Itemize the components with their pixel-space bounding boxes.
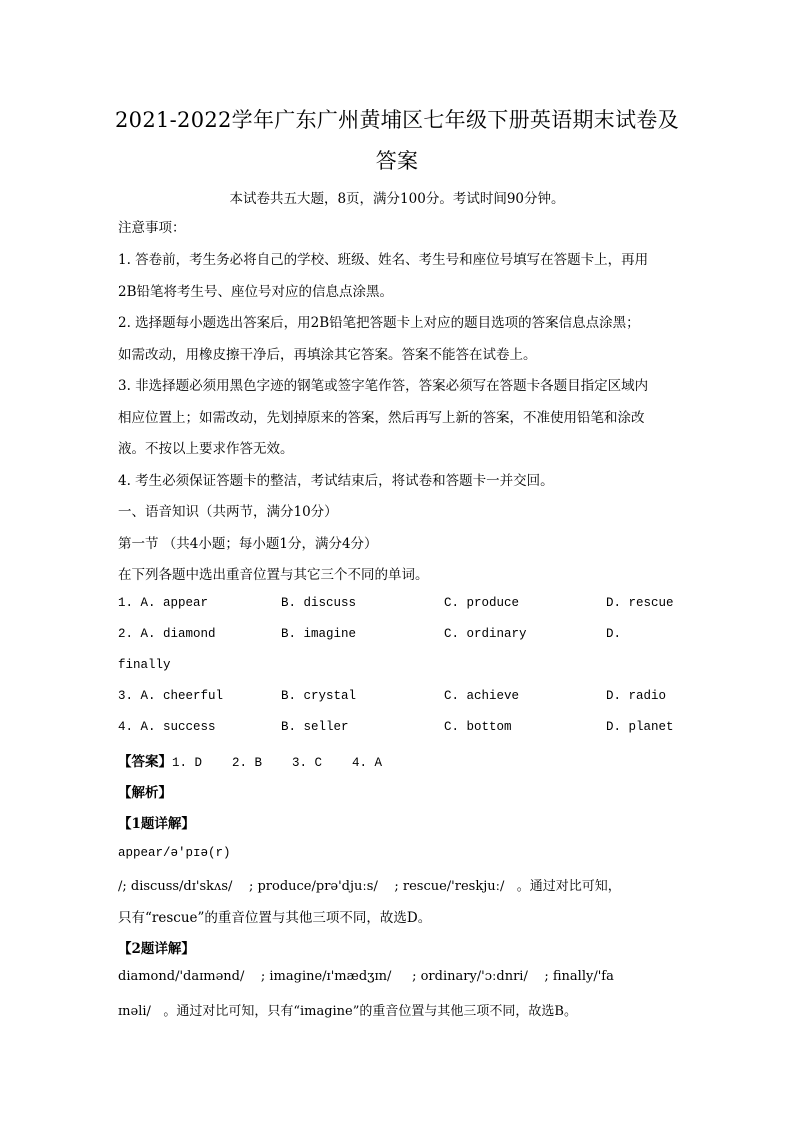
notice-item: 4. 考生必须保证答题卡的整洁，考试结束后，将试卷和答题卡一并交回。 — [118, 473, 554, 489]
notice-item: 1. 答卷前，考生务必将自己的学校、班级、姓名、考生号和座位号填写在答题卡上，再用 — [118, 252, 649, 268]
q2-detail-label: 【2题详解】 — [118, 941, 195, 957]
notice-item: 2. 选择题每小题选出答案后，用2B铅笔把答题卡上对应的题目选项的答案信息点涂黑； — [118, 315, 640, 331]
notice-item: 相应位置上；如需改动，先划掉原来的答案，然后再写上新的答案，不准使用铅笔和涂改 — [118, 410, 645, 426]
notice-item: 液。不按以上要求作答无效。 — [118, 441, 294, 457]
option-a: 2. A. diamond — [118, 627, 216, 641]
option-d: D. — [606, 627, 622, 641]
option-b: B. imagine — [281, 627, 357, 641]
document-subtitle: 本试卷共五大题，8页，满分100分。考试时间90分钟。 — [229, 191, 565, 207]
analysis-label: 【解析】 — [118, 785, 172, 801]
option-a: 3. A. cheerful — [118, 689, 224, 703]
instruction: 在下列各题中选出重音位置与其它三个不同的单词。 — [118, 567, 429, 583]
q1-detail-line: 只有“rescue”的重音位置与其他三项不同，故选D。 — [118, 910, 432, 926]
notice-item: 2B铅笔将考生号、座位号对应的信息点涂黑。 — [118, 284, 394, 300]
q2-detail-line: diamond/'daɪmənd/ ; imagine/ɪ'mædʒɪn/ ; ordinary/'ɔːdnri/ ; finally/'fa — [118, 969, 614, 984]
q1-detail-line: appear/ə'pɪə(r) — [118, 846, 231, 860]
option-d-wrap: finally — [118, 658, 171, 672]
part-heading: 第一节 （共4小题；每小题1分，满分4分） — [118, 536, 378, 552]
option-b: B. discuss — [281, 596, 357, 610]
option-c: C. ordinary — [444, 627, 527, 641]
q2-detail-line: ɪnəli/ 。通过对比可知，只有“imagine”的重音位置与其他三项不同，故选B。 — [118, 1004, 577, 1019]
option-a: 1. A. appear — [118, 596, 209, 610]
option-d: D. planet — [606, 720, 674, 734]
option-d: D. rescue — [606, 596, 674, 610]
option-b: B. crystal — [281, 689, 357, 703]
answer-values: 1. D 2. B 3. C 4. A — [172, 756, 383, 770]
option-a: 4. A. success — [118, 720, 216, 734]
document-title-line1: 2021-2022学年广东广州黄埔区七年级下册英语期末试卷及 — [115, 108, 679, 132]
option-c: C. bottom — [444, 720, 512, 734]
option-c: C. achieve — [444, 689, 520, 703]
notice-item: 如需改动，用橡皮擦干净后，再填涂其它答案。答案不能答在试卷上。 — [118, 347, 537, 363]
notice-heading: 注意事项： — [118, 220, 186, 236]
option-c: C. produce — [444, 596, 520, 610]
option-b: B. seller — [281, 720, 349, 734]
q1-detail-line: /; discuss/dɪ'skʌs/ ; produce/prə'djuːs/ ; rescue/'reskjuː/ 。通过对比可知， — [118, 879, 621, 894]
document-title-line2: 答案 — [375, 149, 419, 173]
section-heading: 一、语音知识（共两节，满分10分） — [118, 504, 338, 520]
q1-detail-label: 【1题详解】 — [118, 816, 195, 832]
answer-label: 【答案】 — [118, 754, 172, 770]
option-d: D. radio — [606, 689, 667, 703]
notice-item: 3. 非选择题必须用黑色字迹的钢笔或签字笔作答，答案必须写在答题卡各题目指定区域内 — [118, 378, 649, 394]
answer-line — [118, 750, 382, 770]
